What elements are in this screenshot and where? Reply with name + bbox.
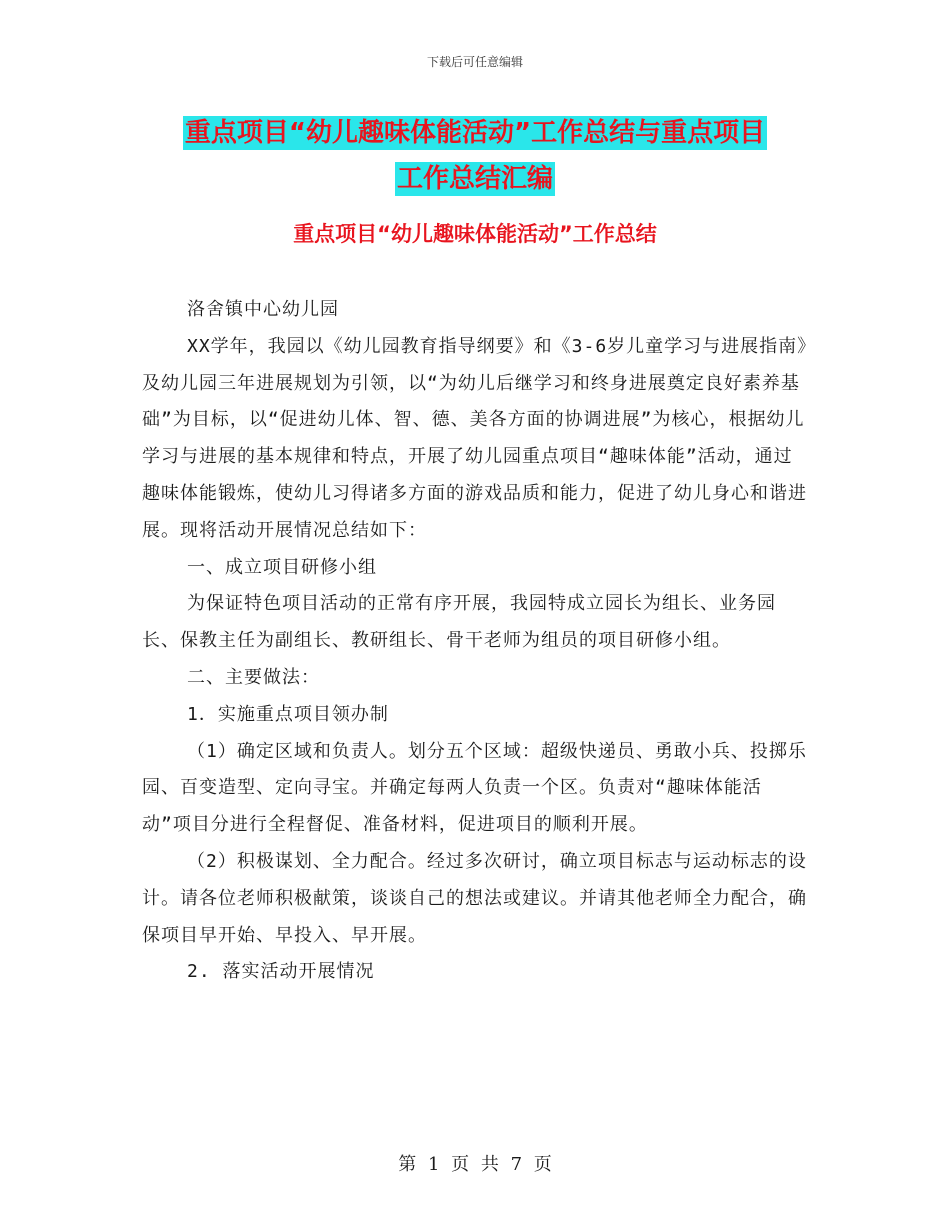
title-line-2: 工作总结汇编 (396, 164, 553, 194)
paragraph-item-1-1: （1）确定区域和负责人。划分五个区域：超级快递员、勇敢小兵、投掷乐园、百变造型、定向寻宝。并确定每两人负责一个区。负责对“趣味体能活动”项目分进行全程督促、准备材料，促进项目的顺利开展。 (142, 740, 807, 836)
heading-section-1: 一、成立项目研修小组 (187, 556, 377, 578)
heading-item-1: 1．实施重点项目领办制 (187, 703, 389, 725)
document-title (0, 110, 950, 202)
paragraph-section-1: 为保证特色项目活动的正常有序开展，我园特成立园长为组长、业务园长、保教主任为副组长、教研组长、骨干老师为组员的项目研修小组。 (142, 593, 776, 652)
title-line-1: 重点项目“幼儿趣味体能活动”工作总结与重点项目 (184, 118, 766, 148)
heading-item-2: 2. 落实活动开展情况 (187, 961, 375, 983)
paragraph-intro: XX学年，我园以《幼儿园教育指导纲要》和《3-6岁儿童学习与进展指南》及幼儿园三年进展规划为引领，以“为幼儿后继学习和终身进展奠定良好素养基础”为目标，以“促进幼儿体、智、德、美各方面的协调进展”为核心，根据幼儿学习与进展的基本规律和特点，开展了幼儿园重点项目“趣味体能”活动，通过趣味体能锻炼，使幼儿习得诸多方面的游戏品质和能力，促进了幼儿身心和谐进展。现将活动开展情况总结如下： (142, 335, 808, 541)
paragraph-item-1-2: （2）积极谋划、全力配合。经过多次研讨，确立项目标志与运动标志的设计。请各位老师积极献策，谈谈自己的想法或建议。并请其他老师全力配合，确保项目早开始、早投入、早开展。 (142, 850, 807, 946)
heading-section-2: 二、主要做法： (187, 666, 320, 688)
header-note: 下载后可任意编辑 (426, 55, 523, 69)
page-footer: 第 1 页 共 7 页 (398, 1154, 552, 1175)
paragraph-author: 洛舍镇中心幼儿园 (187, 299, 339, 320)
section-title: 重点项目“幼儿趣味体能活动”工作总结 (293, 222, 657, 246)
document-body (142, 292, 810, 991)
